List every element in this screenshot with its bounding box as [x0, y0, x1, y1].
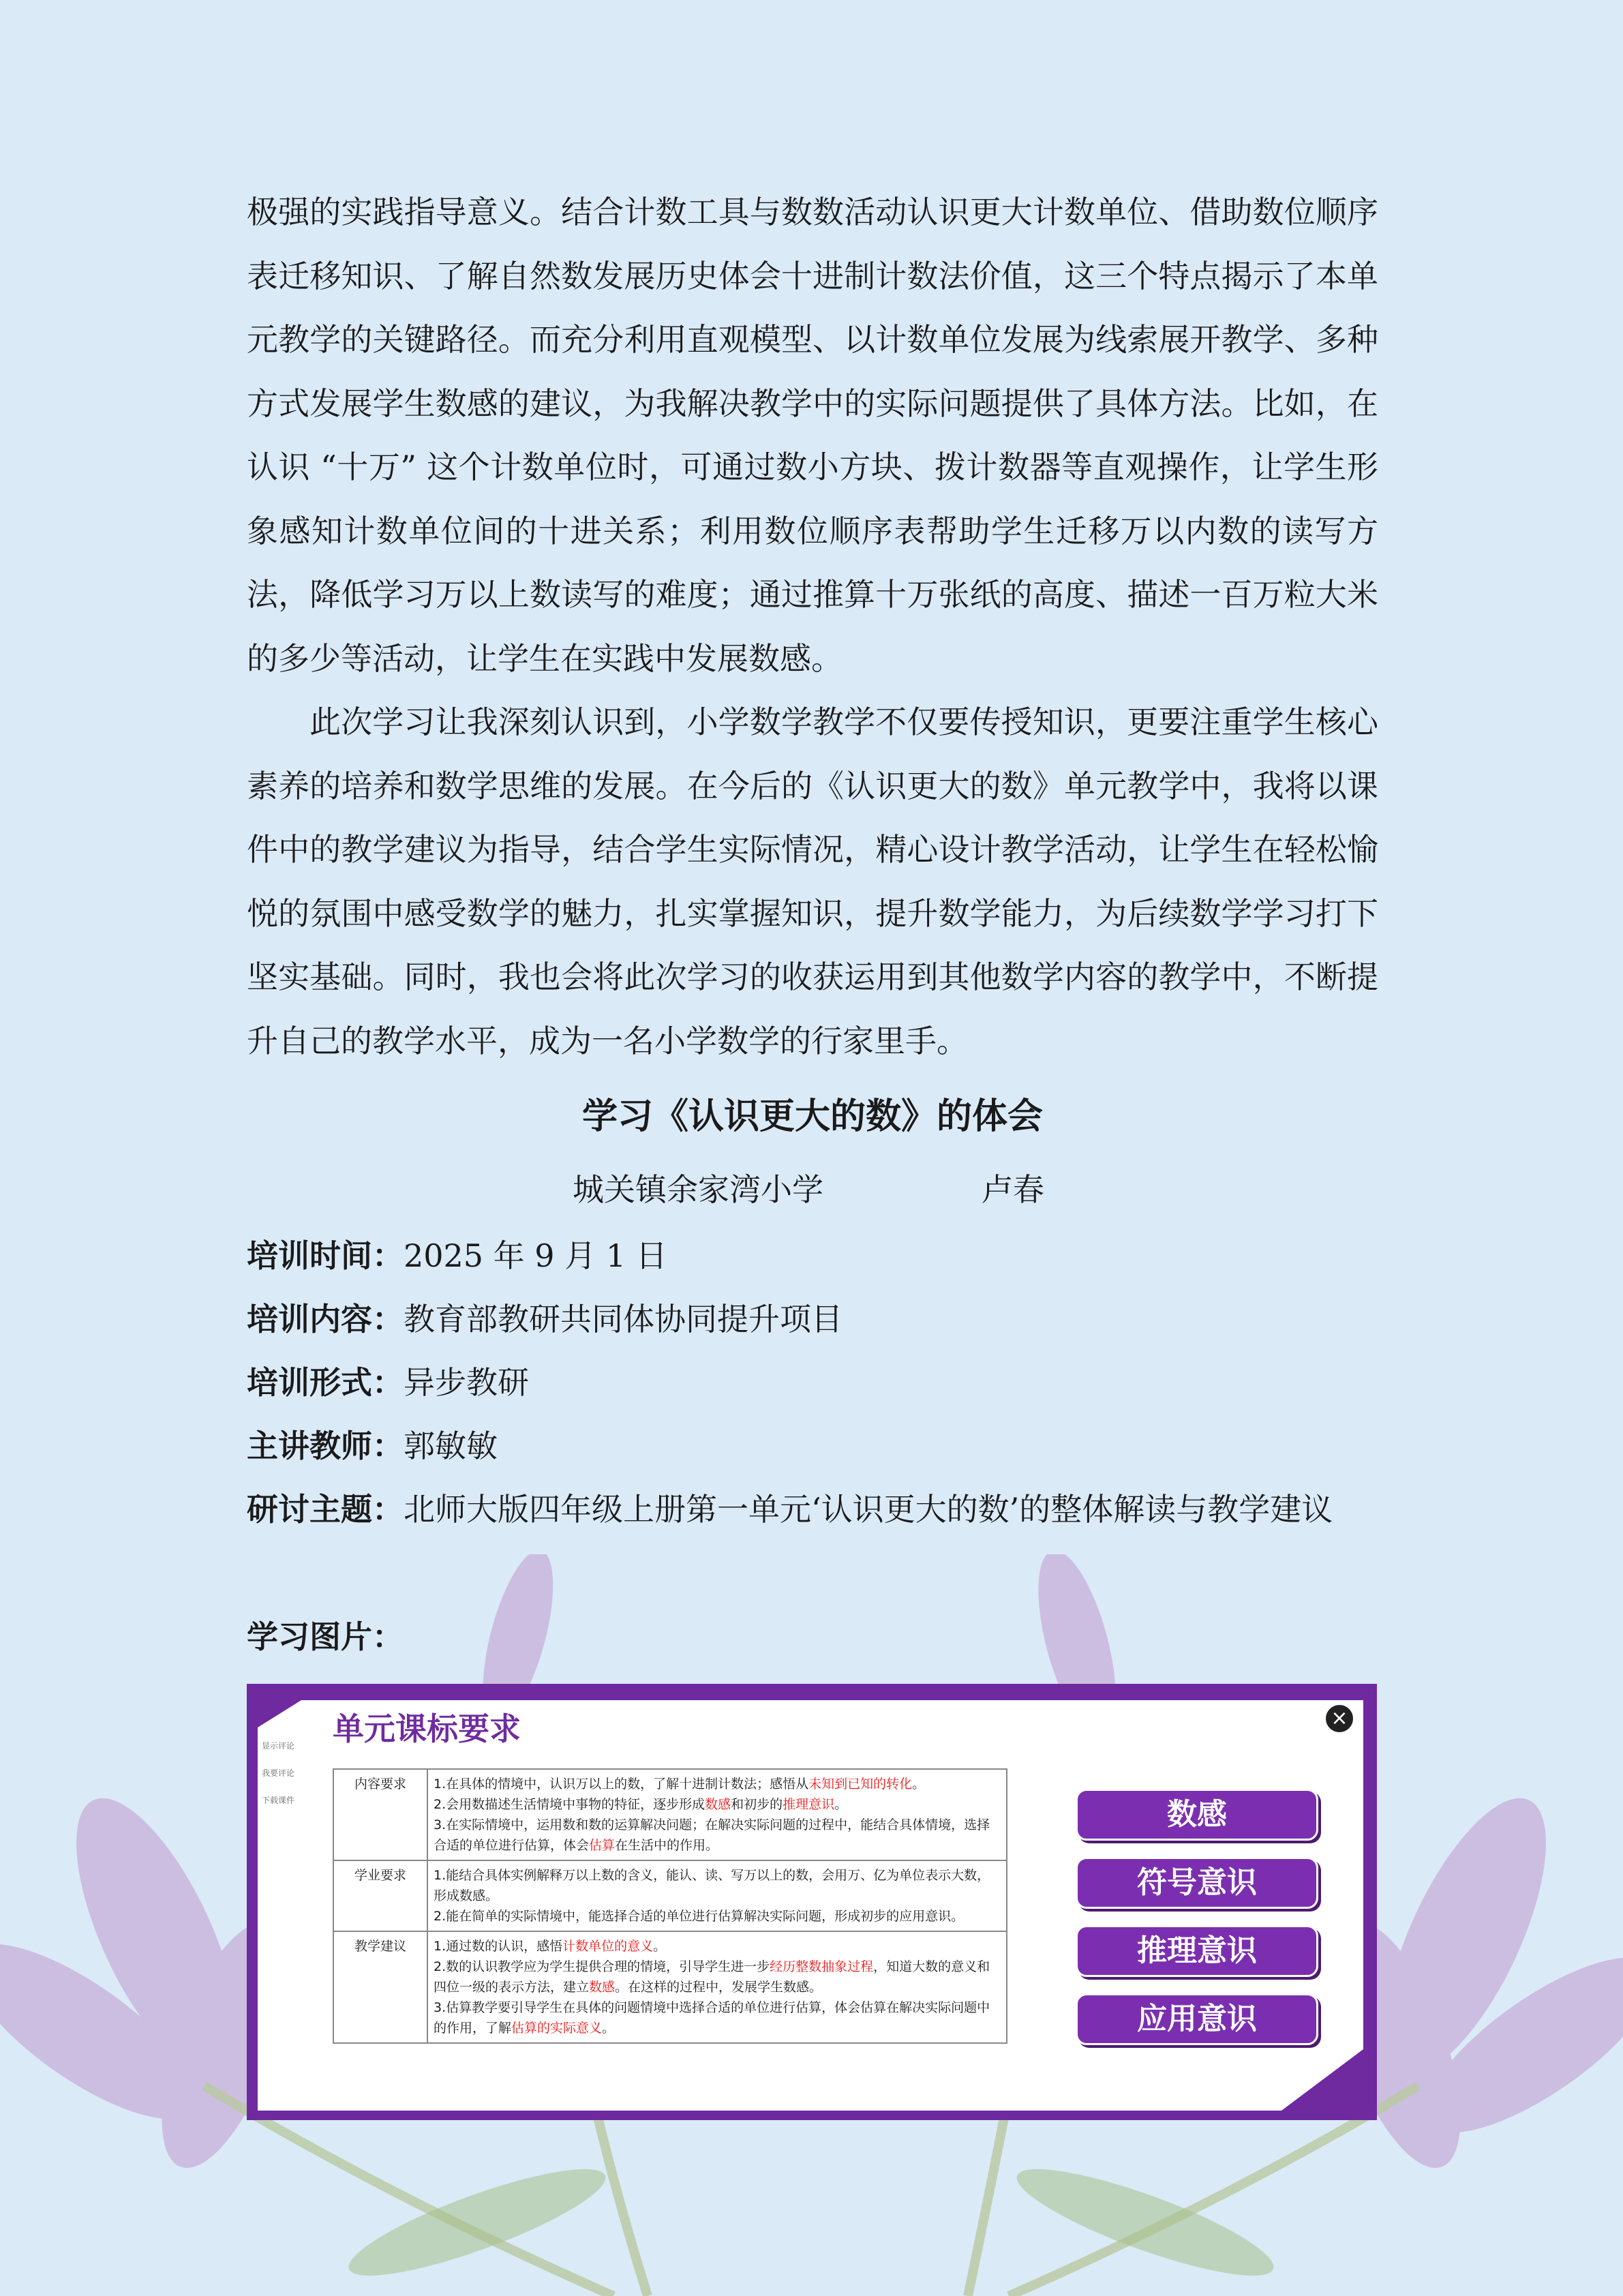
plain-text: 和初步的	[731, 1797, 783, 1812]
highlight-text: 未知到已知的转化	[808, 1777, 913, 1792]
info-label: 培训时间：	[247, 1237, 404, 1274]
comment-icon[interactable]: 显示评论	[261, 1741, 294, 1751]
button-symbol-awareness[interactable]: 符号意识	[1076, 1857, 1318, 1909]
plain-text: 2.数的认识教学应为学生提供合理的情境，引导学生进一步	[434, 1959, 770, 1974]
slide-corner-decoration	[258, 1700, 301, 1727]
slide-toolbar	[258, 1741, 299, 1823]
info-training-content	[247, 1288, 1378, 1352]
info-value: 2025 年 9 月 1 日	[404, 1237, 667, 1274]
paragraph-1: 极强的实践指导意义。结合计数工具与数数活动认识更大计数单位、借助数位顺序表迁移知识、了解自然数发展历史体会十进制计数法价值，这三个特点揭示了本单元教学的关键路径。而充分利用直观模型、以计数单位发展为线索展开教学、多种方式发展学生数感的建议，为我解决教学中的实际问题提供了具体方法。比如，在认识 “十万” 这个计数单位时，可通过数小方块、拨计数器等直观操作，让学生形象感知计数单位间的十进关系；利用数位顺序表帮助学生迁移万以内数的读写方法，降低学习万以上数读写的难度；通过推算十万张纸的高度、描述一百万粒大米的多少等活动，让学生在实践中发展数感。	[247, 194, 1378, 677]
plain-text: 。	[912, 1777, 926, 1792]
highlight-text: 推理意识	[783, 1797, 835, 1812]
requirement-line	[434, 1906, 1001, 1927]
plain-text: 。在这样的过程中，发展学生数感。	[615, 1980, 823, 1995]
requirement-line	[434, 1936, 1001, 1957]
requirement-line	[434, 1997, 1001, 2038]
plain-text: 。	[653, 1939, 667, 1954]
literacy-buttons	[1076, 1789, 1321, 2061]
row-content	[427, 1860, 1007, 1931]
info-label: 培训内容：	[247, 1301, 404, 1338]
info-training-time	[247, 1224, 1378, 1288]
info-label: 培训形式：	[247, 1364, 404, 1401]
info-label: 学习图片：	[247, 1618, 404, 1655]
highlight-text: 计数单位的意义	[562, 1939, 654, 1954]
requirement-line	[434, 1794, 1001, 1815]
plain-text: 。	[602, 2021, 616, 2036]
plain-text: 2.能在简单的实际情境中，能选择合适的单位进行估算解决实际问题，形成初步的应用意识。	[434, 1909, 965, 1924]
author-name: 卢春	[982, 1171, 1044, 1208]
table-row	[333, 1769, 1007, 1860]
plain-text: 3.在实际情境中，运用数和数的运算解决问题；在解决实际问题的过程中，能结合具体情境，选择合适的单位进行估算，体会	[434, 1817, 990, 1853]
button-reasoning-awareness[interactable]: 推理意识	[1076, 1925, 1318, 1977]
info-topic	[247, 1478, 1378, 1542]
plain-text: 1.能结合具体实例解释万以上数的含义，能认、读、写万以上的数，会用万、亿为单位表示大数，形成数感。	[434, 1868, 990, 1903]
highlight-text: 估算的实际意义	[511, 2021, 603, 2036]
table-row	[333, 1931, 1007, 2043]
row-header: 学业要求	[333, 1860, 427, 1931]
info-label: 主讲教师：	[247, 1428, 404, 1464]
plain-text: 1.通过数的认识，感悟	[434, 1939, 563, 1954]
table-row	[333, 1860, 1007, 1931]
school-name: 城关镇余家湾小学	[573, 1171, 823, 1208]
plain-text: 。	[834, 1797, 848, 1812]
requirement-line	[434, 1815, 1001, 1856]
plain-text: 在生活中的作用。	[615, 1838, 719, 1853]
highlight-text: 估算	[589, 1838, 616, 1853]
row-content	[427, 1769, 1007, 1860]
button-number-sense[interactable]: 数感	[1076, 1789, 1318, 1841]
requirements-table	[333, 1768, 1007, 2044]
button-application-awareness[interactable]: 应用意识	[1076, 1993, 1318, 2045]
highlight-text: 数感	[705, 1797, 731, 1812]
download-icon[interactable]: 下载课件	[261, 1796, 294, 1805]
plain-text: ，知道大数的意义和四位一级的表示方法，建立	[434, 1959, 990, 1995]
info-value: 教育部教研共同体协同提升项目	[404, 1301, 843, 1338]
requirement-line	[434, 1957, 1001, 1997]
edit-icon[interactable]: 我要评论	[261, 1768, 294, 1778]
info-label: 研讨主题：	[247, 1491, 404, 1528]
close-icon[interactable]: ×	[1324, 1703, 1355, 1734]
paragraph-2: 此次学习让我深刻认识到，小学数学教学不仅要传授知识，更要注重学生核心素养的培养和数学思维的发展。在今后的《认识更大的数》单元教学中，我将以课件中的教学建议为指导，结合学生实际情况，精心设计教学活动，让学生在轻松愉悦的氛围中感受数学的魅力，扎实掌握知识，提升数学能力，为后续数学学习打下坚实基础。同时，我也会将此次学习的收获运用到其他数学内容的教学中，不断提升自己的教学水平，成为一名小学数学的行家里手。	[247, 704, 1378, 1059]
info-value: 郭敏敏	[404, 1428, 498, 1464]
plain-text: 3.估算教学要引导学生在具体的问题情境中选择合适的单位进行估算，体会估算在解决实际问题中的作用，了解	[434, 2000, 990, 2036]
info-study-images	[247, 1605, 1378, 1670]
section-title: 学习《认识更大的数》的体会	[581, 1096, 1043, 1137]
highlight-text: 数感	[589, 1980, 616, 1995]
row-header: 教学建议	[333, 1931, 427, 2043]
requirement-line	[434, 1774, 1001, 1794]
slide-title: 单元课标要求	[333, 1710, 521, 1747]
info-value: 异步教研	[404, 1364, 529, 1401]
slide-screenshot	[247, 1684, 1377, 2120]
plain-text: 2.会用数描述生活情境中事物的特征，逐步形成	[434, 1797, 706, 1812]
row-header: 内容要求	[333, 1769, 427, 1860]
requirement-line	[434, 1865, 1001, 1906]
plain-text: 1.在具体的情境中，认识万以上的数，了解十进制计数法；感悟从	[434, 1777, 809, 1792]
highlight-text: 经历整数抽象过程	[770, 1959, 874, 1974]
row-content	[427, 1931, 1007, 2043]
slide-canvas	[258, 1700, 1363, 2111]
info-lecturer	[247, 1415, 1378, 1479]
info-value: 北师大版四年级上册第一单元‘认识更大的数’的整体解读与教学建议	[404, 1491, 1333, 1528]
info-training-form	[247, 1351, 1378, 1415]
